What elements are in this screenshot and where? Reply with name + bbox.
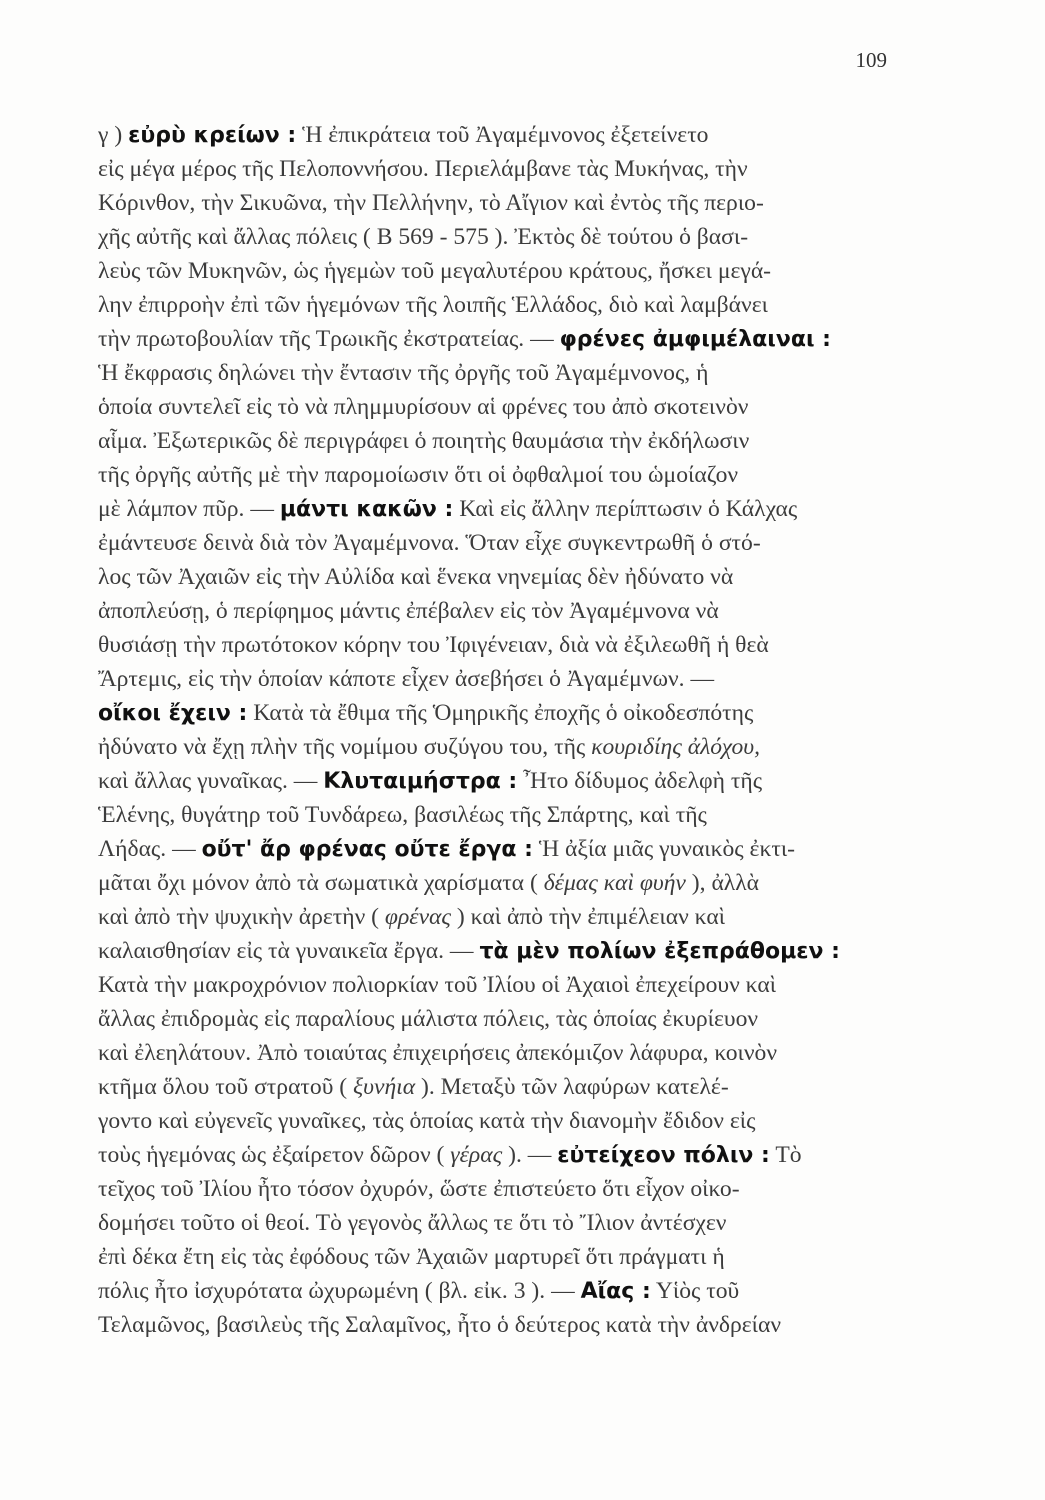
text-line: [98, 322, 922, 356]
text-line: [98, 696, 922, 730]
text-run: αἷμα. Ἐξωτερικῶς δὲ περιγράφει ὁ ποιητὴς θαυμάσια τὴν ἐκδήλωσιν: [98, 428, 750, 454]
text-run: καλαισθησίαν εἰς τὰ γυναικεῖα ἔργα. —: [98, 938, 480, 964]
text-line: [98, 832, 922, 866]
text-run: εἰς μέγα μέρος τῆς Πελοποννήσου. Περιελάμβανε τὰς Μυκήνας, τὴν: [98, 156, 748, 182]
text-run: τοὺς ἡγεμόνας ὡς ἐξαίρετον δῶρον (: [98, 1142, 451, 1168]
text-run: τῆς ὀργῆς αὐτῆς μὲ τὴν παρομοίωσιν ὅτι οἱ ὀφθαλμοί του ὡμοίαζον: [98, 462, 739, 488]
text-line: [98, 900, 922, 934]
italic-quote: δέμας καὶ φυήν: [543, 870, 686, 896]
text-line: [98, 594, 922, 628]
text-line: [98, 390, 922, 424]
lemma-term: μάντι κακῶν :: [279, 497, 454, 522]
text-line: [98, 526, 922, 560]
text-run: μᾶται ὄχι μόνον ἀπὸ τὰ σωματικὰ χαρίσματα (: [98, 870, 544, 896]
text-run: χῆς αὐτῆς καὶ ἄλλας πόλεις ( Β 569 - 575 ). Ἐκτὸς δὲ τούτου ὁ βασι-: [98, 224, 749, 250]
lemma-term: Κλυταιμήστρα :: [323, 769, 518, 794]
text-run: ) καὶ ἀπὸ τὴν ἐπιμέλειαν καὶ: [451, 904, 726, 930]
text-run: τεῖχος τοῦ Ἰλίου ἦτο τόσον ὀχυρόν, ὥστε ἐπιστεύετο ὅτι εἶχον οἰκο-: [98, 1176, 740, 1202]
lemma-term: εὐτείχεον πόλιν :: [557, 1143, 770, 1168]
text-run: Ἦτο δίδυμος ἀδελφὴ τῆς: [517, 768, 763, 794]
text-line: [98, 798, 922, 832]
italic-quote: γέρας: [450, 1142, 503, 1168]
text-line: [98, 220, 922, 254]
text-run: Τελαμῶνος, βασιλεὺς τῆς Σαλαμῖνος, ἦτο ὁ δεύτερος κατὰ τὴν ἀνδρείαν: [98, 1312, 782, 1338]
text-line: [98, 1036, 922, 1070]
text-run: καὶ ἀπὸ τὴν ψυχικὴν ἀρετὴν (: [98, 904, 385, 930]
text-run: ἠδύνατο νὰ ἔχῃ πλὴν τῆς νομίμου συζύγου του, τῆς: [98, 734, 592, 760]
lemma-term: εὐρὺ κρείων :: [128, 123, 297, 148]
italic-quote: φρένας: [384, 904, 452, 930]
text-line: [98, 560, 922, 594]
lemma-term: φρένες ἀμφιμέλαιναι :: [559, 327, 831, 352]
text-run: πόλις ἦτο ἰσχυρότατα ὠχυρωμένη ( βλ. εἰκ. 3 ). —: [98, 1278, 581, 1304]
lemma-term: τὰ μὲν πολίων ἐξεπράθομεν :: [479, 939, 840, 964]
text-run: ἄλλας ἐπιδρομὰς εἰς παραλίους μάλιστα πόλεις, τὰς ὁποίας ἐκυρίευον: [98, 1006, 759, 1032]
text-line: [98, 934, 922, 968]
text-line: [98, 1172, 922, 1206]
text-run: ὁποία συντελεῖ εἰς τὸ νὰ πλημμυρίσουν αἱ φρένες του ἀπὸ σκοτεινὸν: [98, 394, 749, 420]
text-run: λην ἐπιρροὴν ἐπὶ τῶν ἡγεμόνων τῆς λοιπῆς Ἑλλάδος, διὸ καὶ λαμβάνει: [98, 292, 768, 318]
text-run: καὶ ἐλεηλάτουν. Ἀπὸ τοιαύτας ἐπιχειρήσεις ἀπεκόμιζον λάφυρα, κοινὸν: [98, 1040, 778, 1066]
text-run: ἀποπλεύσῃ, ὁ περίφημος μάντις ἐπέβαλεν εἰς τὸν Ἀγαμέμνονα νὰ: [98, 598, 719, 624]
text-line: [98, 968, 922, 1002]
text-line: [98, 1002, 922, 1036]
text-line: [98, 186, 922, 220]
text-run: γ ): [98, 122, 129, 148]
text-run: κτῆμα ὅλου τοῦ στρατοῦ (: [98, 1074, 354, 1100]
text-line: [98, 118, 922, 152]
commentary-text: [98, 118, 922, 1342]
text-line: [98, 1104, 922, 1138]
text-run: θυσιάσῃ τὴν πρωτότοκον κόρην του Ἰφιγένειαν, διὰ νὰ ἐξιλεωθῆ ἡ θεὰ: [98, 632, 769, 658]
text-line: [98, 424, 922, 458]
text-run: Ἄρτεμις, εἰς τὴν ὁποίαν κάποτε εἶχεν ἀσεβήσει ὁ Ἀγαμέμνων. —: [98, 666, 715, 692]
text-run: Λήδας. —: [98, 836, 202, 862]
text-run: ), ἀλλὰ: [685, 870, 760, 896]
text-run: ἐμάντευσε δεινὰ διὰ τὸν Ἀγαμέμνονα. Ὅταν εἶχε συγκεντρωθῆ ὁ στό-: [98, 530, 761, 556]
text-run: Ἡ ἔκφρασις δηλώνει τὴν ἔντασιν τῆς ὀργῆς τοῦ Ἀγαμέμνονος, ἡ: [98, 360, 709, 386]
text-run: δομήσει τοῦτο οἱ θεοί. Τὸ γεγονὸς ἄλλως τε ὅτι τὸ Ἴλιον ἀντέσχεν: [98, 1210, 727, 1236]
text-line: [98, 730, 922, 764]
text-line: [98, 1274, 922, 1308]
text-run: λος τῶν Ἀχαιῶν εἰς τὴν Αὐλίδα καὶ ἕνεκα νηνεμίας δὲν ἠδύνατο νὰ: [98, 564, 734, 590]
text-run: Ἡ ἀξία μιᾶς γυναικὸς ἐκτι-: [532, 836, 796, 862]
page-number: 109: [855, 48, 887, 72]
text-run: Κατὰ τὰ ἔθιμα τῆς Ὁμηρικῆς ἐποχῆς ὁ οἰκοδεσπότης: [247, 700, 754, 726]
text-line: [98, 1240, 922, 1274]
text-line: [98, 492, 922, 526]
lemma-term: οὔτ' ἄρ φρένας οὔτε ἔργα :: [201, 837, 533, 862]
text-run: τὴν πρωτοβουλίαν τῆς Τρωικῆς ἐκστρατείας. —: [98, 326, 560, 352]
text-line: [98, 628, 922, 662]
text-line: [98, 662, 922, 696]
text-run: ). —: [502, 1142, 558, 1168]
text-run: καὶ ἄλλας γυναῖκας. —: [98, 768, 324, 794]
text-line: [98, 764, 922, 798]
text-run: Ἡ ἐπικράτεια τοῦ Ἀγαμέμνονος ἐξετείνετο: [296, 122, 709, 148]
text-run: Κατὰ τὴν μακροχρόνιον πολιορκίαν τοῦ Ἰλίου οἱ Ἀχαιοὶ ἐπεχείρουν καὶ: [98, 972, 777, 998]
text-run: ἐπὶ δέκα ἔτη εἰς τὰς ἐφόδους τῶν Ἀχαιῶν μαρτυρεῖ ὅτι πράγματι ἡ: [98, 1244, 725, 1270]
text-run: Ἑλένης, θυγάτηρ τοῦ Τυνδάρεω, βασιλέως τῆς Σπάρτης, καὶ τῆς: [98, 802, 707, 828]
lemma-term: οἴκοι ἔχειν :: [98, 701, 248, 726]
text-line: [98, 458, 922, 492]
italic-quote: ξυνήια: [353, 1074, 416, 1100]
text-line: [98, 254, 922, 288]
text-run: ). Μεταξὺ τῶν λαφύρων κατελέ-: [415, 1074, 729, 1100]
text-run: γοντο καὶ εὐγενεῖς γυναῖκες, τὰς ὁποίας κατὰ τὴν διανομὴν ἔδιδον εἰς: [98, 1108, 756, 1134]
text-line: [98, 356, 922, 390]
italic-quote: κουριδίης ἀλόχου,: [591, 734, 761, 760]
text-line: [98, 288, 922, 322]
text-run: Τὸ: [769, 1142, 802, 1168]
text-line: [98, 1308, 922, 1342]
text-run: Κόρινθον, τὴν Σικυῶνα, τὴν Πελλήνην, τὸ Αἴγιον καὶ ἐντὸς τῆς περιο-: [98, 190, 764, 216]
text-line: [98, 866, 922, 900]
text-line: [98, 1206, 922, 1240]
text-run: Καὶ εἰς ἄλλην περίπτωσιν ὁ Κάλχας: [453, 496, 798, 522]
text-line: [98, 1070, 922, 1104]
text-run: Υἱὸς τοῦ: [650, 1278, 740, 1304]
text-line: [98, 1138, 922, 1172]
text-run: μὲ λάμπον πῦρ. —: [98, 496, 280, 522]
text-line: [98, 152, 922, 186]
lemma-term: Αἴας :: [580, 1279, 651, 1304]
text-run: λεὺς τῶν Μυκηνῶν, ὡς ἡγεμὼν τοῦ μεγαλυτέρου κράτους, ἤσκει μεγά-: [98, 258, 772, 284]
